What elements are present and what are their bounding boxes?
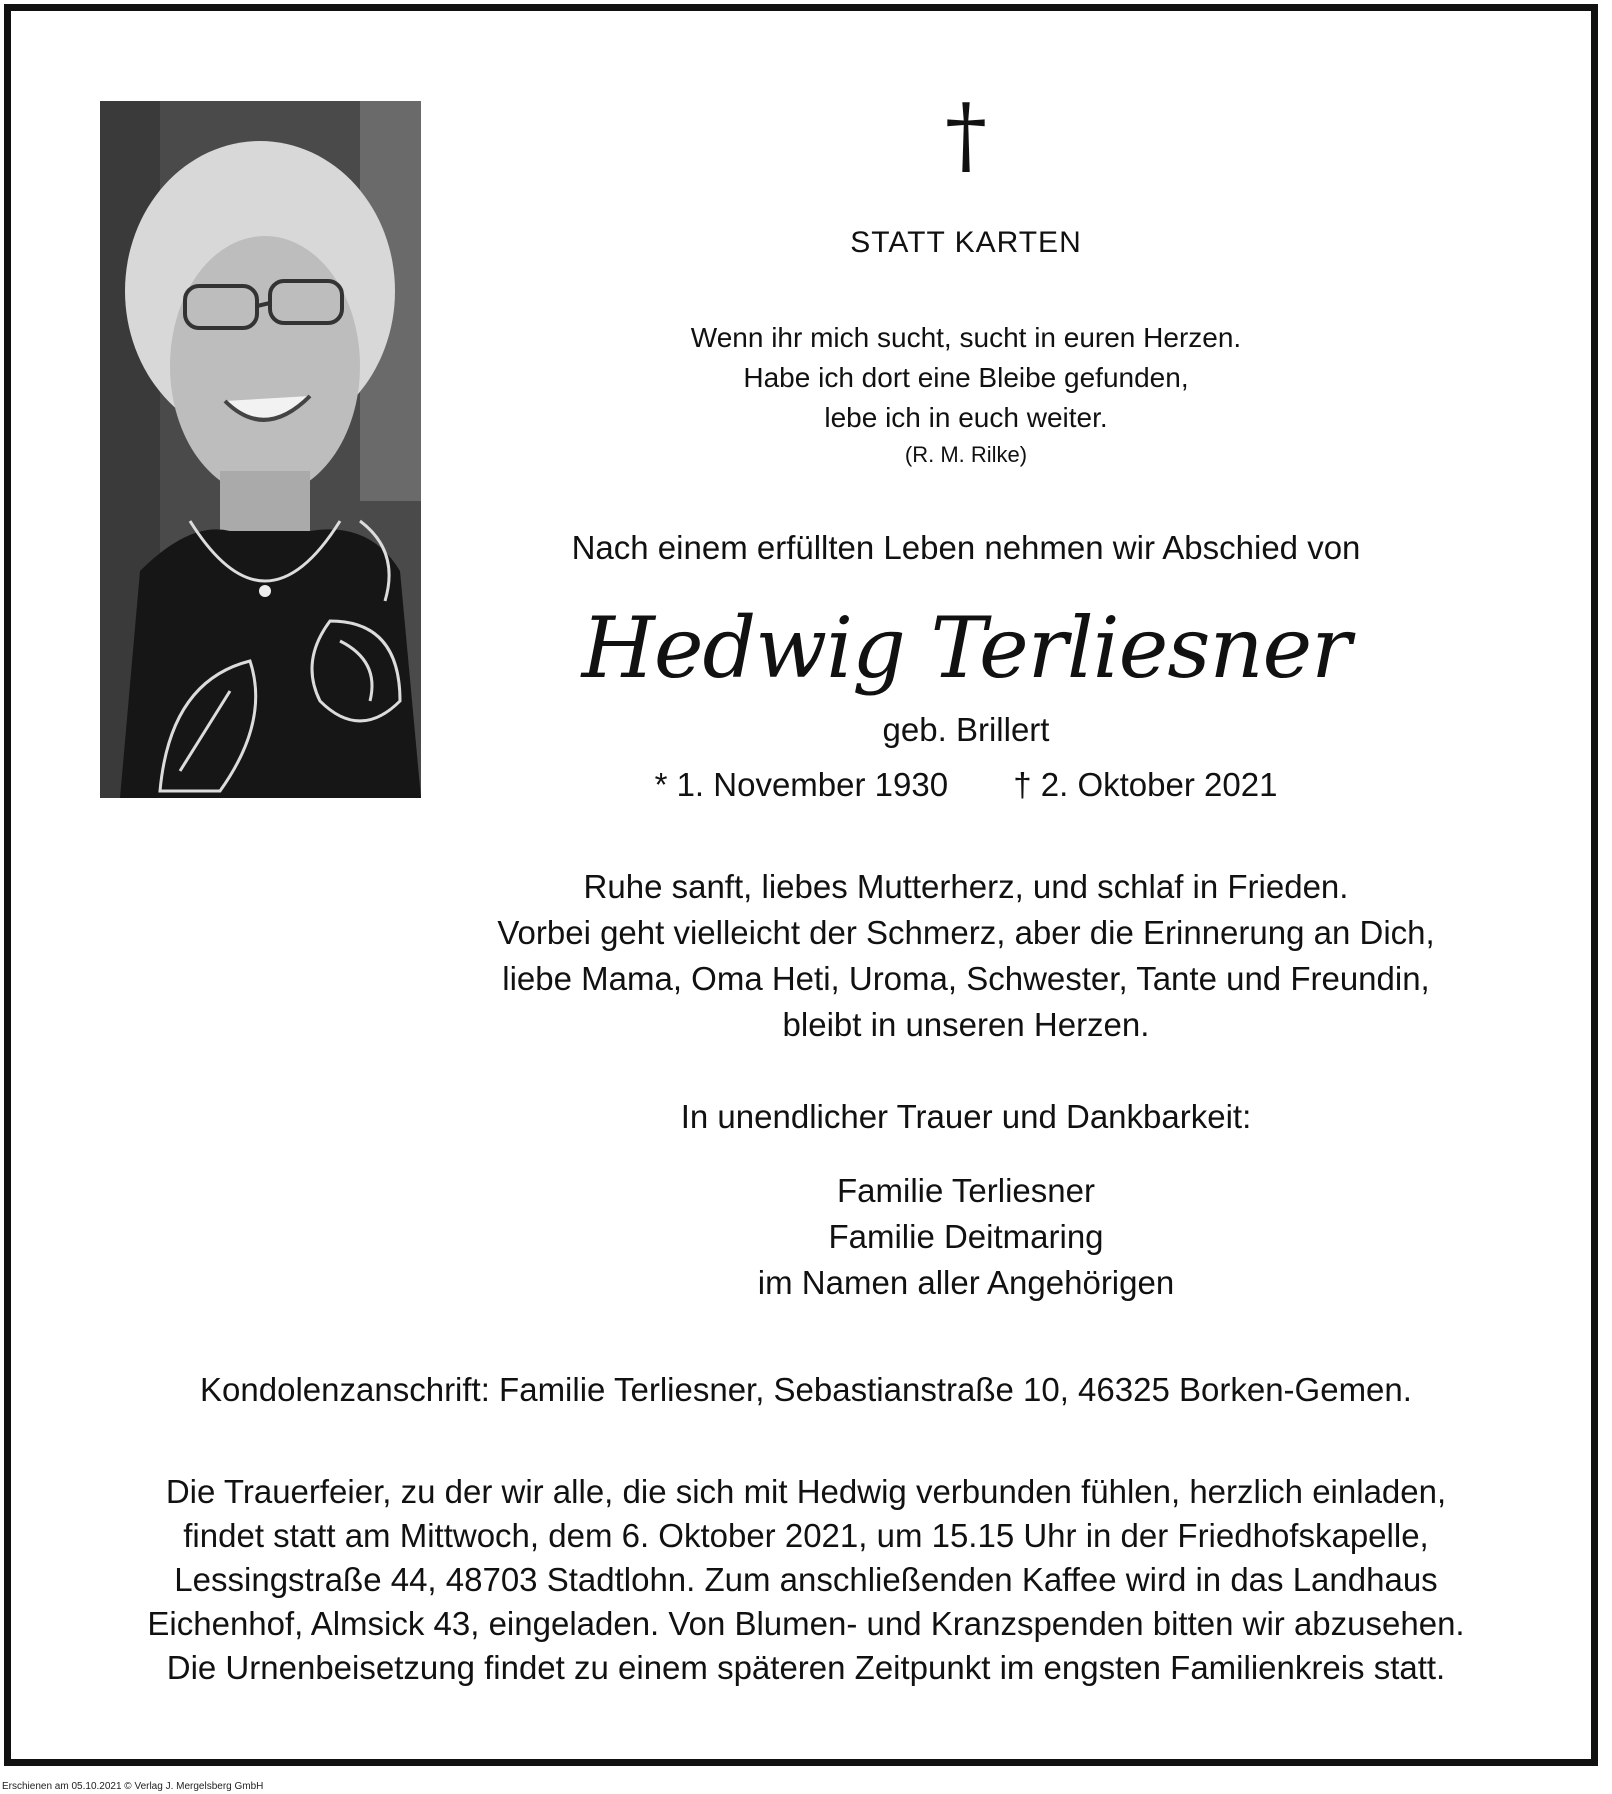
funeral-line: Die Trauerfeier, zu der wir alle, die sich mit Hedwig verbunden fühlen, herzlich einladen, xyxy=(165,1473,1447,1510)
mourner: Familie Deitmaring xyxy=(828,1218,1104,1255)
publication-footer: Erschienen am 05.10.2021 © Verlag J. Mergelsberg GmbH xyxy=(2,1781,264,1792)
verse-line: Vorbei geht vielleicht der Schmerz, aber die Erinnerung an Dich, xyxy=(497,914,1435,951)
portrait-photo xyxy=(100,101,421,798)
poem xyxy=(466,318,1466,438)
funeral-line: Eichenhof, Almsick 43, eingeladen. Von Blumen- und Kranzspenden bitten wir abzusehen. xyxy=(147,1605,1465,1642)
funeral-details xyxy=(60,1470,1552,1690)
mourner: Familie Terliesner xyxy=(837,1172,1095,1209)
verse-line: liebe Mama, Oma Heti, Uroma, Schwester, Tante und Freundin, xyxy=(502,960,1430,997)
condolence-address: Kondolenzanschrift: Familie Terliesner, Sebastianstraße 10, 46325 Borken-Gemen. xyxy=(200,1371,1412,1408)
death-date: † 2. Oktober 2021 xyxy=(1013,766,1278,803)
funeral-line: Die Urnenbeisetzung findet zu einem späteren Zeitpunkt im engsten Familienkreis statt. xyxy=(166,1649,1446,1686)
mourner: im Namen aller Angehörigen xyxy=(757,1264,1175,1301)
mourners-list xyxy=(466,1168,1466,1306)
poem-line: Habe ich dort eine Bleibe gefunden, xyxy=(743,362,1189,393)
funeral-line: Lessingstraße 44, 48703 Stadtlohn. Zum anschließenden Kaffee wird in das Landhaus xyxy=(174,1561,1438,1598)
intro-text: Nach einem erfüllten Leben nehmen wir Abschied von xyxy=(571,529,1361,566)
cross-symbol: † xyxy=(945,86,987,184)
verse-line: bleibt in unseren Herzen. xyxy=(782,1006,1150,1043)
farewell-verse xyxy=(466,864,1466,1048)
statt-karten-heading: STATT KARTEN xyxy=(850,226,1082,259)
poem-line: Wenn ihr mich sucht, sucht in euren Herzen. xyxy=(690,322,1242,353)
verse-line: Ruhe sanft, liebes Mutterherz, und schlaf in Frieden. xyxy=(583,868,1349,905)
life-dates xyxy=(466,762,1466,808)
birth-date: * 1. November 1930 xyxy=(654,766,949,803)
poem-author: (R. M. Rilke) xyxy=(904,442,1028,467)
poem-line: lebe ich in euch weiter. xyxy=(824,402,1108,433)
birth-name: geb. Brillert xyxy=(882,711,1050,748)
funeral-line: findet statt am Mittwoch, dem 6. Oktober 2021, um 15.15 Uhr in der Friedhofskapelle, xyxy=(183,1517,1429,1554)
mourning-line: In unendlicher Trauer und Dankbarkeit: xyxy=(680,1098,1252,1135)
deceased-name: Hedwig Terliesner xyxy=(581,599,1351,697)
